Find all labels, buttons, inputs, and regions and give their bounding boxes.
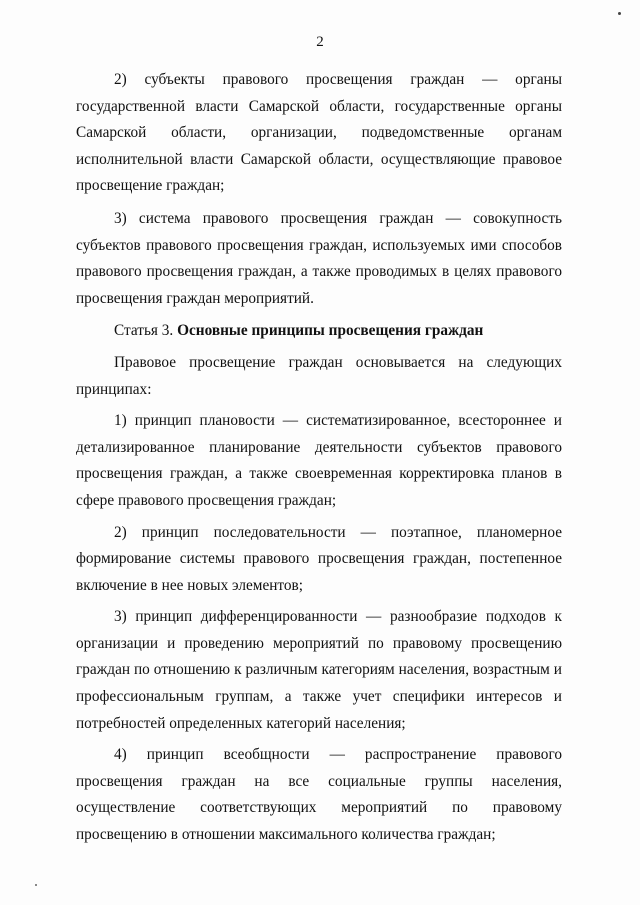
principle-paragraph: 3) принцип дифференцированности — разнообразие подходов к организации и проведению мероприятий по правовому просвещению граждан по отношению к различным категориям населения, возрастным и профессиональным группам, а также учет специфики интересов и потребностей определенных категорий населения; — [76, 608, 562, 732]
definition-paragraph: 3) система правового просвещения граждан — совокупность субъектов правового просвещения граждан, используемых ими способов правового просвещения граждан, а также проводимых в целях правового просвещения граждан мероприятий. — [76, 209, 562, 307]
principles-intro: Правовое просвещение граждан основывается на следующих принципах: — [76, 353, 562, 398]
principle-paragraph: 4) принцип всеобщности — распространение правового просвещения граждан на все социальные группы населения, осуществление соответствующих мероприятий по правовому просвещению в отношении максимального количества граждан; — [76, 746, 562, 844]
document-body — [76, 67, 562, 849]
article-heading — [76, 318, 562, 345]
definition-paragraph: 2) субъекты правового просвещения граждан — органы государственной власти Самарской области, государственные органы Самарской области, организации, подведомственные органам исполнительной власти Самарской области, осуществляющие правовое просвещение граждан; — [76, 71, 562, 195]
principle-paragraph: 1) принцип плановости — систематизированное, всестороннее и детализированное планирование деятельности субъектов правового просвещения граждан, а также своевременная корректировка планов в сфере правового просвещения граждан; — [76, 412, 562, 509]
scan-mark — [618, 12, 621, 15]
principle-paragraph: 2) принцип последовательности — поэтапное, планомерное формирование системы правового просвещения граждан, постепенное включение в нее новых элементов; — [76, 523, 562, 594]
scan-speck — [35, 884, 37, 886]
page-number: 2 — [316, 34, 324, 50]
article-title: Основные принципы просвещения граждан — [177, 322, 484, 340]
article-prefix: Статья 3. — [114, 322, 174, 340]
